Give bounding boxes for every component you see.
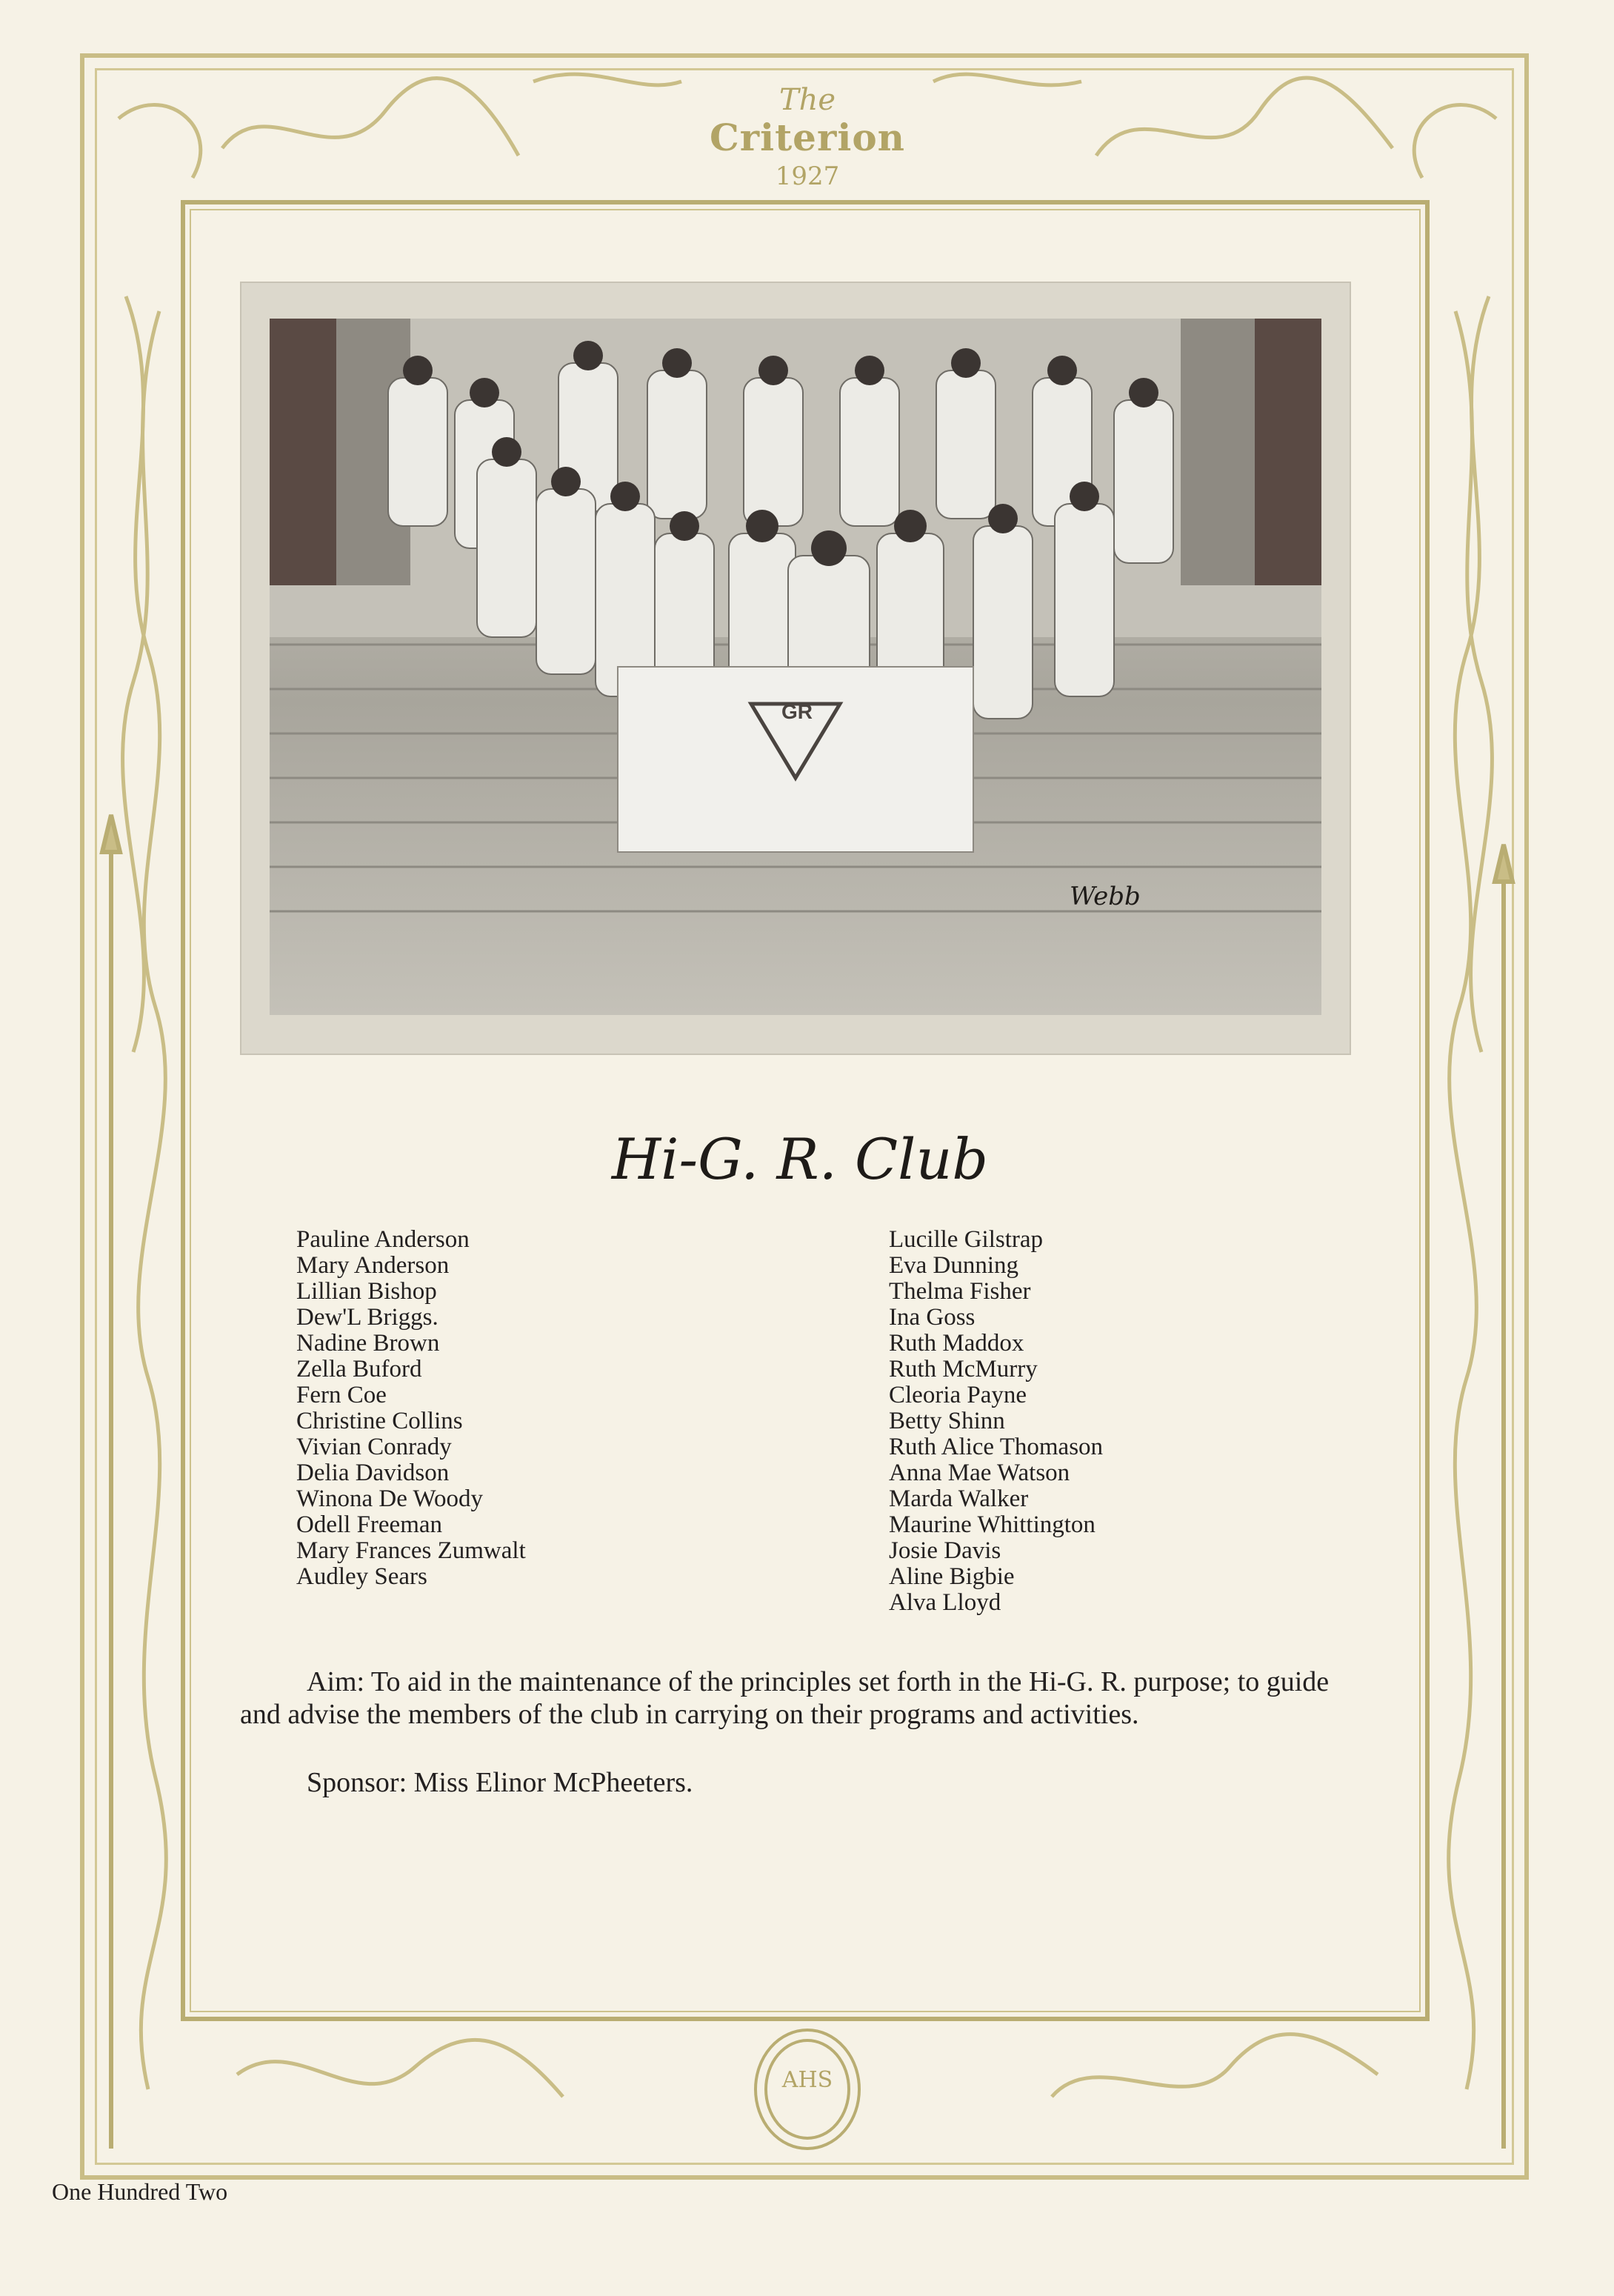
club-aim-paragraph: Aim: To aid in the maintenance of the principles set forth in the Hi-G. R. purpose; to guide and advise the members of the club in carrying on their programs and activities. xyxy=(240,1666,1330,1730)
member-name: Thelma Fisher xyxy=(889,1278,1031,1305)
member-name: Ruth Alice Thomason xyxy=(889,1434,1104,1460)
flag-emblem-text: GR xyxy=(781,700,813,723)
member-name: Pauline Anderson xyxy=(296,1226,470,1253)
member-name: Lucille Gilstrap xyxy=(889,1226,1044,1253)
member-name: Audley Sears xyxy=(296,1563,427,1590)
group-photo-drawing xyxy=(270,319,1321,1015)
club-sponsor: Sponsor: Miss Elinor McPheeters. xyxy=(307,1767,693,1798)
member-name: Ina Goss xyxy=(889,1304,976,1331)
member-name: Vivian Conrady xyxy=(296,1434,452,1460)
page-number: One Hundred Two xyxy=(52,2178,228,2205)
member-name: Fern Coe xyxy=(296,1382,387,1408)
members-list-left xyxy=(296,1227,711,1590)
member-name: Eva Dunning xyxy=(889,1252,1019,1279)
member-name: Christine Collins xyxy=(296,1408,463,1434)
member-name: Ruth McMurry xyxy=(889,1356,1038,1382)
member-name: Betty Shinn xyxy=(889,1408,1005,1434)
member-name: Josie Davis xyxy=(889,1537,1001,1564)
member-name: Maurine Whittington xyxy=(889,1511,1096,1538)
member-name: Aline Bigbie xyxy=(889,1563,1015,1590)
member-name: Cleoria Payne xyxy=(889,1382,1027,1408)
header-year: 1927 xyxy=(775,162,840,191)
photographer-signature: Webb xyxy=(1070,882,1141,911)
member-name: Dew'L Briggs. xyxy=(296,1304,438,1331)
member-name: Zella Buford xyxy=(296,1356,422,1382)
member-name: Ruth Maddox xyxy=(889,1330,1024,1357)
header-title: Criterion xyxy=(709,116,906,159)
member-name: Anna Mae Watson xyxy=(889,1460,1070,1486)
member-name: Mary Frances Zumwalt xyxy=(296,1537,526,1564)
group-photo xyxy=(270,319,1321,1015)
member-name: Lillian Bishop xyxy=(296,1278,437,1305)
member-name: Nadine Brown xyxy=(296,1330,440,1357)
member-name: Marda Walker xyxy=(889,1485,1029,1512)
footer-emblem-text: AHS xyxy=(781,2067,833,2093)
member-name: Alva Lloyd xyxy=(889,1589,1001,1616)
member-name: Mary Anderson xyxy=(296,1252,450,1279)
member-name: Delia Davidson xyxy=(296,1460,450,1486)
club-title: Hi-G. R. Club xyxy=(611,1126,989,1192)
member-name: Odell Freeman xyxy=(296,1511,443,1538)
members-list-right xyxy=(889,1227,1304,1616)
header-the: The xyxy=(778,83,836,117)
member-name: Winona De Woody xyxy=(296,1485,484,1512)
